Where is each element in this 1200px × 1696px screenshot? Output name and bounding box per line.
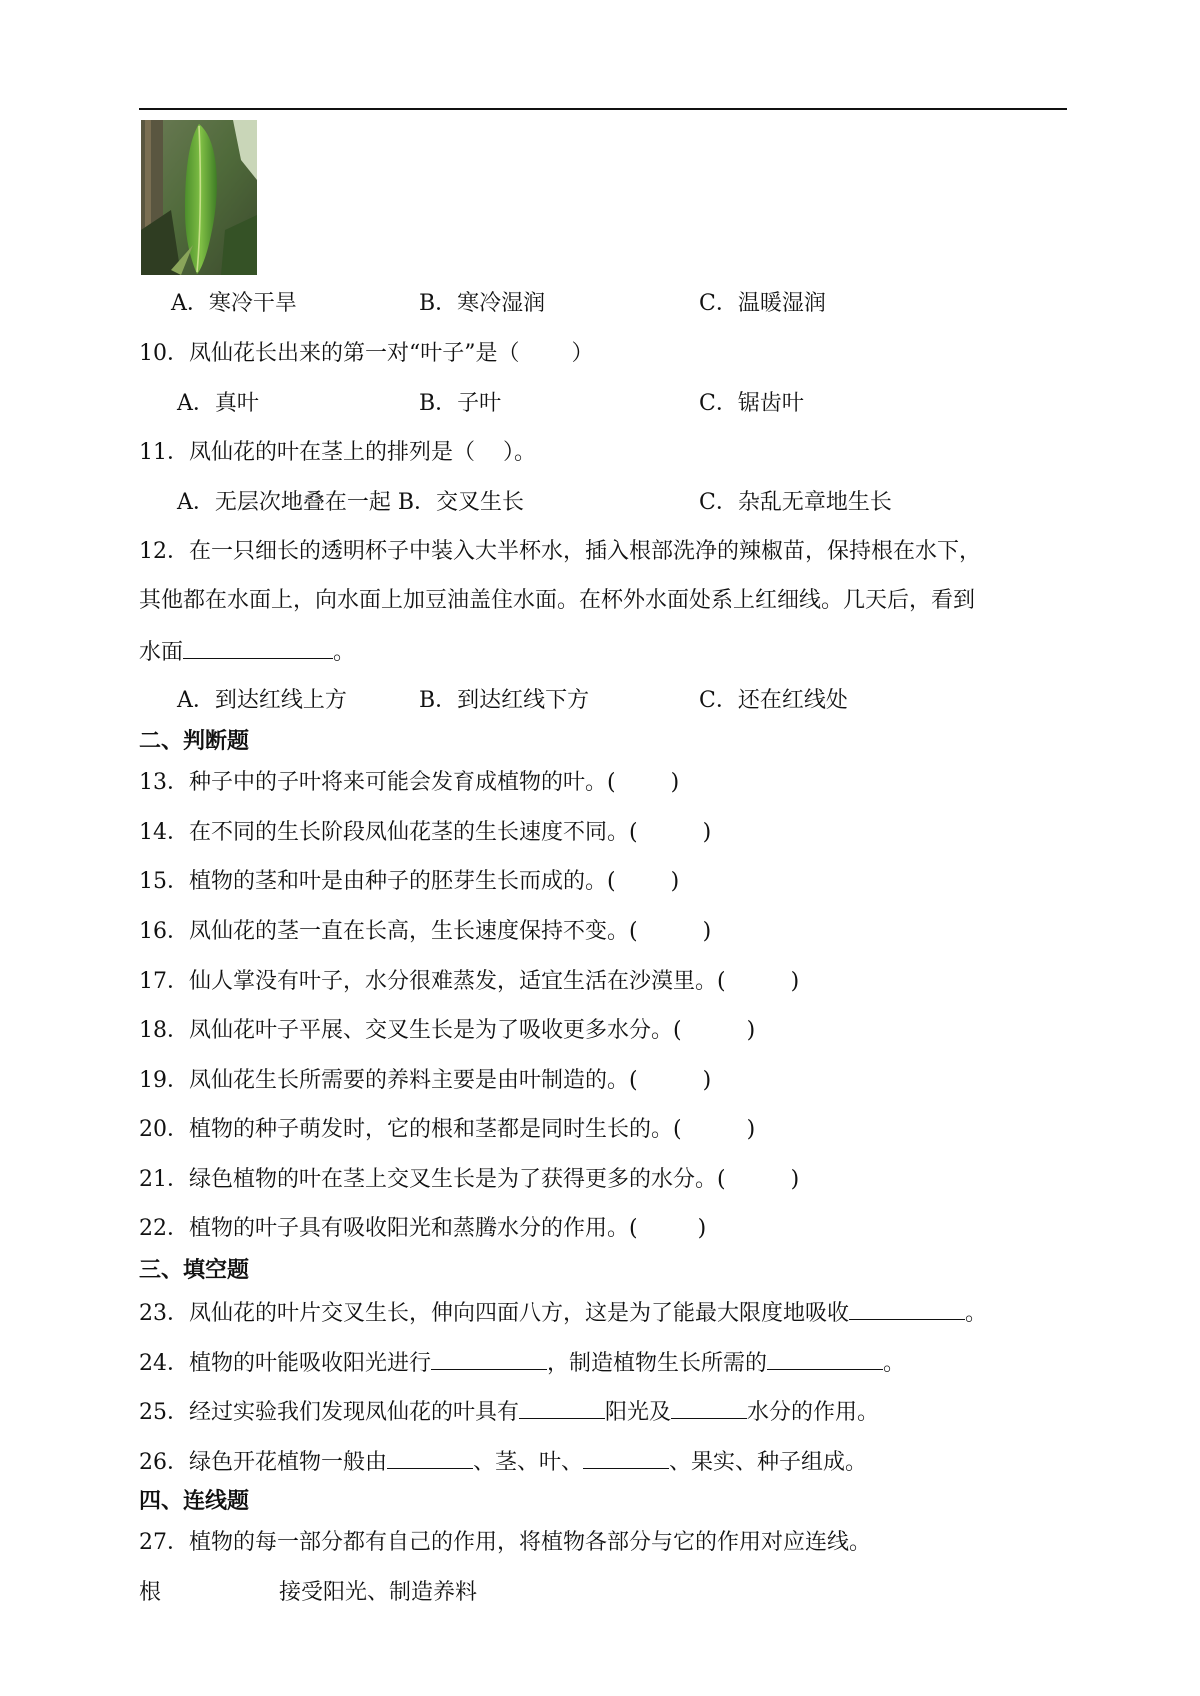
fill-q23-text: 23．凤仙花的叶片交叉生长，伸向四面八方，这是为了能最大限度地吸收 bbox=[139, 1301, 849, 1326]
q12-option-b[interactable]: B．到达红线下方 bbox=[419, 688, 590, 713]
judge-q14 bbox=[139, 818, 711, 848]
judge-q13 bbox=[139, 768, 679, 798]
match-q27: 27．植物的每一部分都有自己的作用，将植物各部分与它的作用对应连线。 bbox=[139, 1530, 871, 1555]
match-left-root[interactable]: 根 bbox=[139, 1580, 162, 1605]
q12-line-3-post: 。 bbox=[333, 640, 356, 665]
q10-option-c[interactable]: C．锯齿叶 bbox=[699, 391, 804, 416]
q10-option-a[interactable]: A．真叶 bbox=[177, 391, 259, 416]
fill-q24-end: 。 bbox=[883, 1351, 906, 1376]
judge-q16-close: ) bbox=[702, 919, 712, 944]
judge-q19-close: ) bbox=[702, 1068, 712, 1093]
judge-q20-close: ) bbox=[746, 1117, 756, 1142]
judge-q16 bbox=[139, 917, 711, 947]
section-4-title: 四、连线题 bbox=[139, 1489, 250, 1514]
judge-q21-close: ) bbox=[790, 1167, 800, 1192]
judge-q21 bbox=[139, 1165, 799, 1195]
fill-q26-text-b: 、茎、叶、 bbox=[473, 1450, 584, 1475]
judge-q13-text: 13．种子中的子叶将来可能会发育成植物的叶。( bbox=[139, 770, 616, 795]
judge-q17-text: 17．仙人掌没有叶子，水分很难蒸发，适宜生活在沙漠里。( bbox=[139, 969, 726, 994]
q10-stem-text: 10．凤仙花长出来的第一对“叶子”是（ bbox=[139, 341, 520, 366]
q11-stem-end: ）。 bbox=[503, 440, 537, 465]
fill-q26-end: 、果实、种子组成。 bbox=[669, 1450, 868, 1475]
judge-q20 bbox=[139, 1115, 755, 1145]
judge-q16-text: 16．凤仙花的茎一直在长高，生长速度保持不变。( bbox=[139, 919, 638, 944]
q12-blank[interactable] bbox=[183, 636, 333, 659]
fill-q25-text-b: 阳光及 bbox=[605, 1400, 672, 1425]
q10-option-b[interactable]: B．子叶 bbox=[419, 391, 502, 416]
judge-q15-close: ) bbox=[670, 869, 680, 894]
fill-q24-text-b: ，制造植物生长所需的 bbox=[547, 1351, 768, 1376]
q10-stem-end: ） bbox=[571, 341, 594, 366]
match-right-function[interactable]: 接受阳光、制造养料 bbox=[279, 1580, 478, 1605]
judge-q22 bbox=[139, 1214, 706, 1244]
q12-line-3 bbox=[139, 636, 355, 668]
banana-leaf-photo bbox=[141, 120, 257, 275]
fill-q23-blank[interactable] bbox=[849, 1297, 965, 1320]
fill-q24-blank-2[interactable] bbox=[767, 1347, 883, 1370]
judge-q19 bbox=[139, 1066, 711, 1096]
judge-q14-close: ) bbox=[702, 820, 712, 845]
judge-q18 bbox=[139, 1016, 755, 1046]
section-3-title: 三、填空题 bbox=[139, 1258, 250, 1283]
fill-q23-end: 。 bbox=[965, 1301, 988, 1326]
q11-stem-text: 11．凤仙花的叶在茎上的排列是（ bbox=[139, 440, 475, 465]
judge-q20-text: 20．植物的种子萌发时，它的根和茎都是同时生长的。( bbox=[139, 1117, 682, 1142]
fill-q23 bbox=[139, 1297, 987, 1329]
fill-q26-blank-1[interactable] bbox=[387, 1446, 473, 1469]
judge-q21-text: 21．绿色植物的叶在茎上交叉生长是为了获得更多的水分。( bbox=[139, 1167, 726, 1192]
judge-q17-close: ) bbox=[790, 969, 800, 994]
judge-q15 bbox=[139, 867, 679, 897]
section-2-title: 二、判断题 bbox=[139, 729, 250, 754]
judge-q19-text: 19．凤仙花生长所需要的养料主要是由叶制造的。( bbox=[139, 1068, 638, 1093]
q12-line-3-pre: 水面 bbox=[139, 640, 184, 665]
fill-q24-text-a: 24．植物的叶能吸收阳光进行 bbox=[139, 1351, 431, 1376]
q12-line-2: 其他都在水面上，向水面上加豆油盖住水面。在杯外水面处系上红细线。几天后，看到 bbox=[139, 588, 976, 613]
q9-option-b[interactable]: B．寒冷湿润 bbox=[419, 291, 546, 316]
q11-stem bbox=[139, 438, 536, 468]
fill-q25-blank-2[interactable] bbox=[671, 1396, 747, 1419]
q11-option-c[interactable]: C．杂乱无章地生长 bbox=[699, 490, 892, 515]
judge-q18-text: 18．凤仙花叶子平展、交叉生长是为了吸收更多水分。( bbox=[139, 1018, 682, 1043]
fill-q24 bbox=[139, 1347, 905, 1379]
leaf-image bbox=[141, 120, 257, 275]
judge-q13-close: ) bbox=[670, 770, 680, 795]
judge-q14-text: 14．在不同的生长阶段凤仙花茎的生长速度不同。( bbox=[139, 820, 638, 845]
fill-q26 bbox=[139, 1446, 867, 1478]
q12-option-c[interactable]: C．还在红线处 bbox=[699, 688, 848, 713]
q10-stem bbox=[139, 339, 594, 369]
fill-q24-blank-1[interactable] bbox=[431, 1347, 547, 1370]
q11-option-ab[interactable]: A．无层次地叠在一起 B．交叉生长 bbox=[177, 490, 525, 515]
judge-q15-text: 15．植物的茎和叶是由种子的胚芽生长而成的。( bbox=[139, 869, 616, 894]
fill-q25-blank-1[interactable] bbox=[519, 1396, 605, 1419]
q12-option-a[interactable]: A．到达红线上方 bbox=[177, 688, 347, 713]
fill-q25-end: 水分的作用。 bbox=[747, 1400, 880, 1425]
fill-q25 bbox=[139, 1396, 879, 1428]
judge-q18-close: ) bbox=[746, 1018, 756, 1043]
fill-q26-blank-2[interactable] bbox=[583, 1446, 669, 1469]
judge-q22-text: 22．植物的叶子具有吸收阳光和蒸腾水分的作用。( bbox=[139, 1216, 638, 1241]
q9-option-c[interactable]: C．温暖湿润 bbox=[699, 291, 826, 316]
fill-q25-text-a: 25．经过实验我们发现凤仙花的叶具有 bbox=[139, 1400, 519, 1425]
judge-q22-close: ) bbox=[697, 1216, 707, 1241]
judge-q17 bbox=[139, 967, 799, 997]
q9-option-a[interactable]: A．寒冷干旱 bbox=[171, 291, 297, 316]
fill-q26-text-a: 26．绿色开花植物一般由 bbox=[139, 1450, 387, 1475]
q12-line-1: 12．在一只细长的透明杯子中装入大半杯水，插入根部洗净的辣椒苗，保持根在水下， bbox=[139, 539, 981, 564]
header-rule bbox=[139, 108, 1067, 110]
